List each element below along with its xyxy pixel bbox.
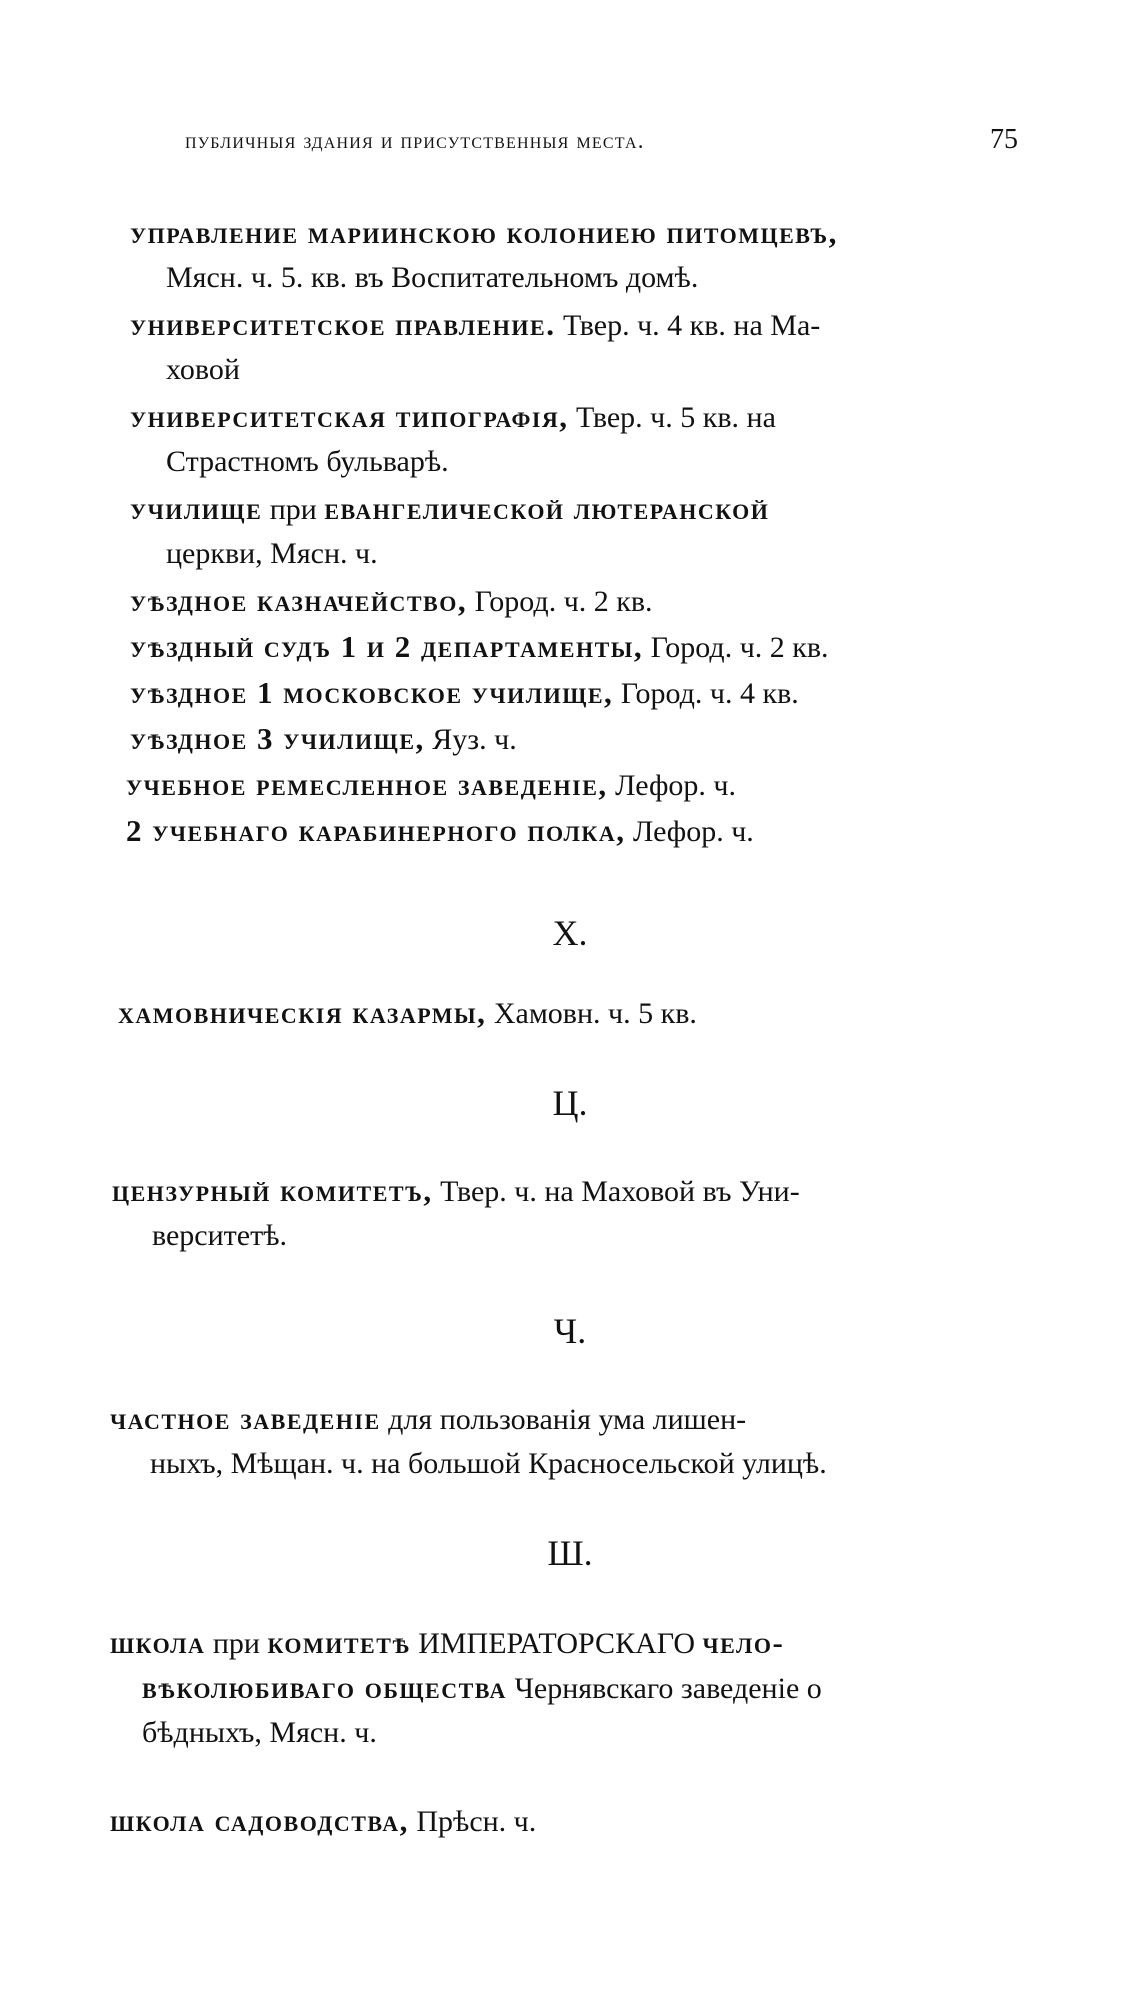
- entry-term: уѣздный судъ 1 и 2 департаменты,: [130, 629, 644, 664]
- entry-term: цензурный комитетъ,: [112, 1173, 433, 1208]
- entry-text: ИМПЕРАТОРСКАГО: [410, 1627, 703, 1660]
- entry-term: школа садоводства,: [110, 1803, 409, 1838]
- entry-text: церкви, Мясн. ч.: [166, 537, 378, 570]
- entry-district-court: [0, 624, 1140, 669]
- running-header: [0, 124, 1140, 168]
- entry-text: верситетѣ.: [152, 1219, 287, 1252]
- section-heading-tse: Ц.: [552, 1083, 588, 1123]
- entry-district-school-1: [0, 670, 1140, 715]
- entry-term: евангелической лютеранской: [324, 491, 770, 526]
- entry-text: при: [262, 493, 325, 526]
- entry-text: Город. ч. 2 кв.: [467, 585, 653, 618]
- entry-district-school-3: [0, 716, 1140, 761]
- entry-term: частное заведеніе: [110, 1401, 381, 1436]
- entry-lutheran-school: [0, 486, 1140, 576]
- entry-text: Город. ч. 2 кв.: [643, 631, 829, 664]
- entry-term: университетское правление.: [130, 307, 556, 342]
- entry-text: Город. ч. 4 кв.: [613, 677, 799, 710]
- entry-term: школа: [110, 1625, 206, 1660]
- entry-text: Твер. ч. на Маховой въ Уни-: [432, 1175, 800, 1208]
- entry-term: уѣздное 3 училище,: [130, 721, 425, 756]
- entry-term: уѣздное 1 московское училище,: [130, 675, 614, 710]
- entry-text: Лефор. ч.: [625, 815, 754, 848]
- entry-term: вѣколюбиваго общества: [142, 1670, 507, 1705]
- entry-term: учебное ремесленное заведеніе,: [126, 767, 608, 802]
- entry-text: бѣдныхъ, Мясн. ч.: [142, 1716, 377, 1749]
- entry-text: ныхъ, Мѣщан. ч. на большой Красносельской улицѣ.: [150, 1447, 827, 1480]
- entry-text: для пользованія ума лишен-: [380, 1403, 747, 1436]
- entry-university-administration: [0, 302, 1140, 392]
- entry-text: Прѣсн. ч.: [408, 1805, 537, 1838]
- entry-text: Страстномъ бульварѣ.: [166, 445, 449, 478]
- entry-text: Яуз. ч.: [424, 723, 517, 756]
- section-heading-sha: Ш.: [547, 1533, 593, 1573]
- entry-text: Твер. ч. 5 кв. на: [568, 401, 776, 434]
- entry-text: Мясн. ч. 5. кв. въ Воспитательномъ домѣ.: [166, 261, 699, 294]
- section-heading-che: Ч.: [553, 1311, 587, 1351]
- entry-mariinsky-colony: [0, 210, 1140, 300]
- entry-khamovniki-barracks: [0, 990, 1140, 1035]
- entry-text: ховой: [166, 353, 240, 386]
- section-heading-kha: Х.: [552, 913, 588, 953]
- entry-term: уѣздное казначейство,: [130, 583, 468, 618]
- entry-private-asylum: [0, 1396, 1140, 1486]
- entry-term: университетская типографія,: [130, 399, 569, 434]
- entry-term: комитетѣ: [267, 1625, 411, 1660]
- entry-text: Твер. ч. 4 кв. на Ма-: [555, 309, 821, 342]
- entry-text: Хамовн. ч. 5 кв.: [486, 997, 697, 1030]
- entry-gardening-school: [0, 1798, 1140, 1843]
- entry-censorship-committee: [0, 1168, 1140, 1258]
- entry-craft-school: [0, 762, 1140, 807]
- entry-term: управление мариинскою колониею питомцевъ,: [130, 215, 838, 250]
- entry-term: училище: [130, 491, 263, 526]
- entry-term: хамовническія казармы,: [118, 995, 487, 1030]
- entry-philanthropic-school: [0, 1620, 1140, 1755]
- entry-carabinier-regiment: [0, 808, 1140, 853]
- entry-text: Лефор. ч.: [607, 769, 736, 802]
- entry-text: при: [205, 1627, 268, 1660]
- entry-term: чело-: [702, 1625, 785, 1660]
- entry-university-printing: [0, 394, 1140, 484]
- header-title: публичныя здания и присутственныя места.: [185, 128, 645, 153]
- page-number: 75: [990, 124, 1018, 155]
- entry-text: Чернявскаго заведеніе о: [506, 1672, 822, 1705]
- entry-district-treasury: [0, 578, 1140, 623]
- entry-term: 2 учебнаго карабинерного полка,: [126, 813, 626, 848]
